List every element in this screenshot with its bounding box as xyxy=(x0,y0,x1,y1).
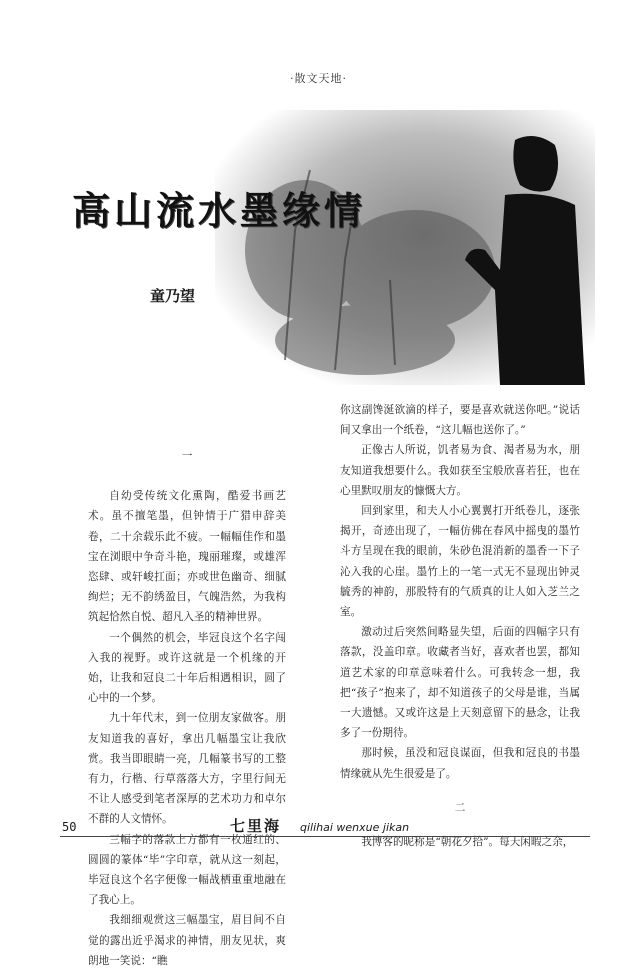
magazine-brand: 七里海 xyxy=(230,817,282,835)
left-column xyxy=(88,446,286,971)
painting-photo xyxy=(215,110,595,385)
paragraph: 自幼受传统文化熏陶，酷爱书画艺术。虽不擅笔墨，但钟情于广猎申辞美卷，二十余载乐此不疲。一幅幅佳作和墨宝在浏眼中争奇斗艳，瑰丽璀璨，或雄浑恣肆、或轩峻扛面；亦或世色幽奇、细腻绚烂；无不韵绣盈目，气魄浩然，为我构筑起恰然自悦、超凡入圣的精神世界。 xyxy=(88,490,286,624)
paragraph: 激动过后突然间略显失望，后面的四幅字只有落款，没盖印章。收藏者当好，喜欢者也罢，都知道艺术家的印章意味着什么。可我转念一想，我把“孩子”抱来了，却不知道孩子的父母是谁，当属一大遗憾。又或许这是上天刻意留下的悬念，让我多了一份期待。 xyxy=(340,626,580,740)
page-number: 50 xyxy=(62,820,77,834)
section-number-one: 一 xyxy=(181,450,193,462)
paragraph: 那时候，虽没和冠良谋面，但我和冠良的书墨情缘就从先生很爱是了。 xyxy=(340,747,580,780)
paragraph: 一个偶然的机会，毕冠良这个名字闯入我的视野。或许这就是一个机缘的开始，让我和冠良二十年后相遇相识，圆了心中的一个梦。 xyxy=(88,631,286,705)
paragraph: 正像古人所说，饥者易为食、渴者易为水，朋友知道我想要什么。我如获至宝般欣喜若狂，也在心里默叹朋友的慷慨大方。 xyxy=(340,444,580,497)
section-number-two: 二 xyxy=(454,801,466,814)
section-tag: ·散文天地· xyxy=(290,72,347,85)
paragraph: 回到家里，和夫人小心翼翼打开纸卷儿，逐张揭开，奇迹出现了，一幅仿佛在春风中摇曳的墨竹斗方呈现在我的眼前，朱砂色混消新的墨香一下子沁入我的心崖。墨竹上的一笔一式无不显现出钟灵毓秀的神韵，那股特有的气质真的让人如入芝兰之室。 xyxy=(340,505,580,619)
footer-rule xyxy=(60,836,590,837)
magazine-pinyin: qilihai wenxue jikan xyxy=(300,821,410,834)
paragraph: 我博客的昵称是“朝花夕拾”。每天闲暇之余， xyxy=(361,836,574,849)
paragraph: 你这副馋涎欲滴的样子，要是喜欢就送你吧。”说话间又拿出一个纸卷，“这儿幅也送你了。” xyxy=(340,404,580,437)
paragraph: 九十年代末，到一位朋友家做客。朋友知道我的喜好，拿出几幅墨宝让我欣赏。我当即眼睛一亮，几幅篆书写的工整有力，行楷、行草落落大方，字里行间无不让人感受到笔者深厚的艺术功力和卓尔不群的人文情怀。 xyxy=(88,712,286,826)
article-title: 高山流水墨缘情 xyxy=(72,189,367,233)
paragraph: 我细细观赏这三幅墨宝，眉目间不自觉的露出近乎渴求的神情，朋友见状，爽朗地一笑说：“瞧 xyxy=(88,914,286,967)
article-author: 童乃望 xyxy=(150,287,196,305)
right-column xyxy=(340,400,580,852)
paragraph: 三幅字的落款上方都有一枚通红的、圆圆的篆体“毕”字印章，就从这一刻起，毕冠良这个名字便像一幅战栖重重地融在了我心上。 xyxy=(88,833,286,907)
